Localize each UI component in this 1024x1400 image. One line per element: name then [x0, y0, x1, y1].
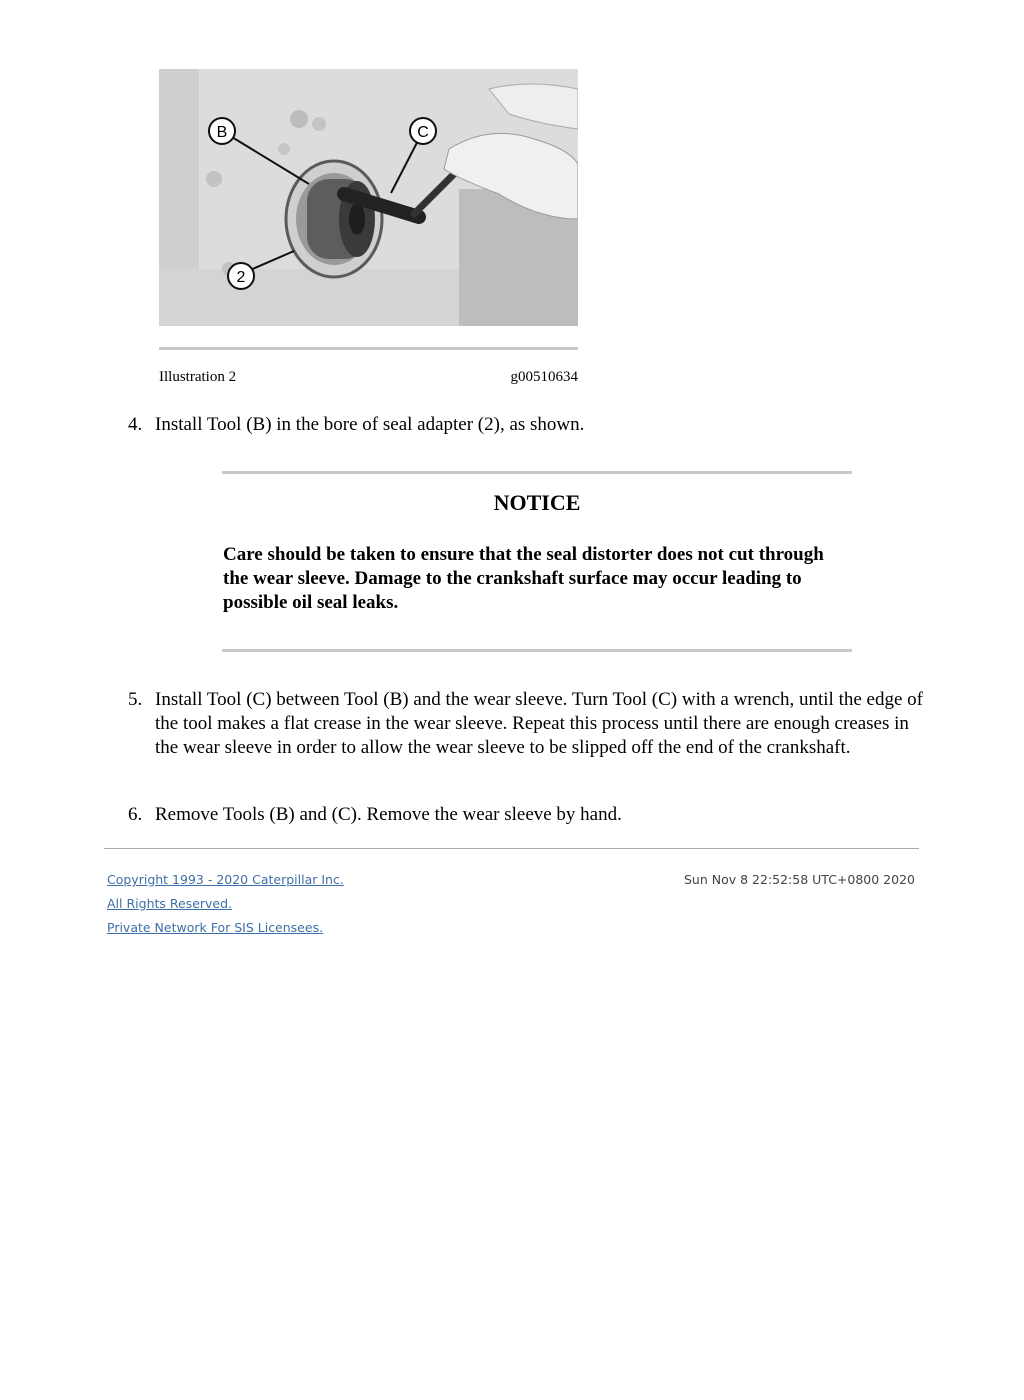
step-text: Remove Tools (B) and (C). Remove the wear sleeve by hand. — [155, 804, 622, 825]
notice-body: Care should be taken to ensure that the seal distorter does not cut through the wear sleeve. Damage to the crankshaft surface may occur leading to possible oil seal leaks. — [223, 544, 824, 613]
notice-top-rule — [222, 471, 852, 474]
svg-text:2: 2 — [236, 269, 246, 286]
notice-title: NOTICE — [493, 490, 581, 515]
network-link[interactable]: Private Network For SIS Licensees. — [107, 920, 324, 935]
callout-c-label — [410, 118, 436, 144]
caption-graphic-id: g00510634 — [510, 369, 578, 385]
figure-caption — [159, 369, 578, 386]
footer-divider — [104, 848, 919, 849]
step-text: Install Tool (B) in the bore of seal adapter (2), as shown. — [155, 414, 585, 435]
step-number: 4. — [128, 414, 143, 435]
copyright-link[interactable]: Copyright 1993 - 2020 Caterpillar Inc. — [107, 872, 344, 887]
illustration-image — [159, 69, 578, 326]
notice-bottom-rule — [222, 649, 852, 652]
caption-label: Illustration 2 — [159, 369, 237, 385]
step-number: 6. — [128, 804, 143, 825]
footer-timestamp: Sun Nov 8 22:52:58 UTC+0800 2020 — [683, 872, 915, 887]
step-number: 5. — [128, 689, 143, 710]
callout-b-label — [209, 118, 235, 144]
svg-text:C: C — [417, 124, 429, 141]
svg-text:B: B — [216, 124, 228, 141]
figure-divider — [159, 347, 578, 350]
step-text: Install Tool (C) between Tool (B) and the wear sleeve. Turn Tool (C) with a wrench, until the edge of the tool makes a flat crease in the wear sleeve. Repeat this process until there are enough creases in the wear sleeve in order to allow the wear sleeve to be slipped off the end of the crankshaft. — [155, 689, 923, 758]
rights-link[interactable]: All Rights Reserved. — [107, 896, 233, 911]
callout-2-label — [228, 263, 254, 289]
